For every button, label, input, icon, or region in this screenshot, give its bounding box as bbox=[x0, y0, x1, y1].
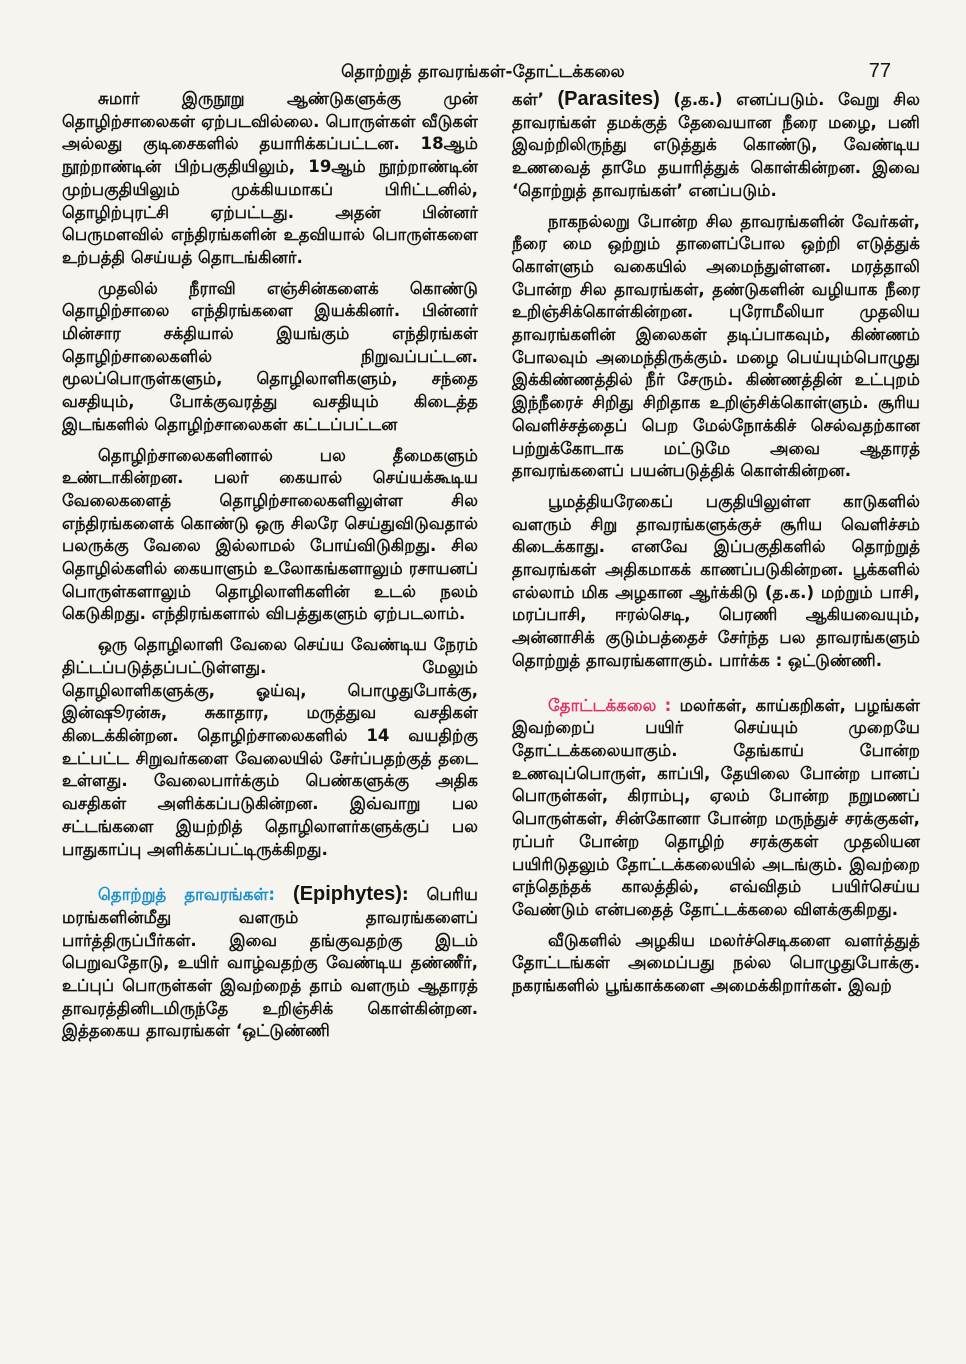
paragraph-epiphytes bbox=[62, 883, 478, 1043]
epiphytes-colon: : bbox=[401, 885, 409, 905]
paragraph-industry-history: சுமார் இருநூறு ஆண்டுகளுக்கு முன் தொழிற்சாலைகள் ஏற்படவில்லை. பொருள்கள் வீடுகள் அல்லது குடிசைகளில் தயாரிக்கப்பட்டன. 18ஆம் நூற்றாண்டின் பிற்பகுதியிலும், 19ஆம் நூற்றாண்டின் முற்பகுதியிலும் முக்கியமாகப் பிரிட்டனில், தொழிற்புரட்சி ஏற்பட்டது. அதன் பின்னர் பெருமளவில் எந்திரங்களின் உதவியால் பொருள்களை உற்பத்தி செய்யத் தொடங்கினர். bbox=[62, 89, 478, 267]
header-title: தொற்றுத் தாவரங்கள்-தோட்டக்கலை bbox=[341, 62, 625, 82]
epiphytes-heading: தொற்றுத் தாவரங்கள்: bbox=[98, 885, 294, 905]
epiphytes-body: பெரிய மரங்களின்மீது வளரும் தாவரங்களைப் பார்த்திருப்பீர்கள். இவை தங்குவதற்கு இடம் பெறுவதோடு, உயிர் வாழ்வதற்கு வேண்டிய தண்ணீர், உப்புப் பொருள்கள் இவற்றைத் தாம் வளரும் ஆதாரத் தாவரத்தினிடமிருந்தே உறிஞ்சிக் கொள்கின்றன. இத்தகைய தாவரங்கள் ‘ஒட்டுண்ணி bbox=[62, 885, 478, 1041]
parasites-latin-term: (Parasites) bbox=[557, 88, 660, 110]
paragraph-parasites-continued bbox=[512, 88, 920, 203]
left-column bbox=[62, 88, 478, 1051]
running-header bbox=[0, 62, 966, 86]
paragraph-factory-harms: தொழிற்சாலைகளினால் பல தீமைகளும் உண்டாகின்றன. பலர் கையால் செய்யக்கூடிய வேலைகளைத் தொழிற்சாலைகளிலுள்ள சில எந்திரங்களைக் கொண்டு ஒரு சிலரே செய்துவிடுவதால் பலருக்கு வேலை இல்லாமல் போய்விடுகிறது. சில தொழில்களில் கையாளும் உலோகங்களாலும் ரசாயனப் பொருள்களாலும் தொழிலாளிகளின் உடல் நலம் கெடுகிறது. எந்திரங்களால் விபத்துகளும் ஏற்படலாம். bbox=[62, 445, 478, 624]
page-number: 77 bbox=[868, 60, 891, 82]
right-column bbox=[512, 88, 920, 1006]
parasites-lead: கள்’ bbox=[512, 90, 558, 109]
paragraph-worker-welfare: ஒரு தொழிலாளி வேலை செய்ய வேண்டிய நேரம் திட்டப்படுத்தப்பட்டுள்ளது. மேலும் தொழிலாளிகளுக்கு, ஓய்வு, பொழுதுபோக்கு, இன்ஷூரன்சு, சுகாதார, மருத்துவ வசதிகள் கிடைக்கின்றன. தொழிற்சாலைகளில் 14 வயதிற்கு உட்பட்ட சிறுவர்களை வேலையில் சேர்ப்பதற்குத் தடை உள்ளது. வேலைபார்க்கும் பெண்களுக்கு அதிக வசதிகள் அளிக்கப்படுகின்றன. இவ்வாறு பல சட்டங்களை இயற்றித் தொழிலாளர்களுக்குப் பல பாதுகாப்பு அளிக்கப்பட்டிருக்கிறது. bbox=[62, 635, 478, 859]
paragraph-horticulture bbox=[512, 695, 920, 922]
horticulture-body: மலர்கள், காய்கறிகள், பழங்கள் இவற்றைப் பயிர் செய்யும் முறையே தோட்டக்கலையாகும். தேங்காய் போன்ற உணவுப்பொருள், காப்பி, தேயிலை போன்ற பானப் பொருள்கள், கிராம்பு, ஏலம் போன்ற நறுமணப் பொருள்கள், சின்கோனா போன்ற மருந்துச் சரக்குகள், ரப்பர் போன்ற தொழிற் சரக்குகள் முதலியன பயிரிடுதலும் தோட்டக்கலையில் அடங்கும். இவற்றை எந்தெந்தக் காலத்தில், எவ்விதம் பயிர்செய்ய வேண்டும் என்பதைத் தோட்டக்கலை விளக்குகிறது. bbox=[512, 695, 920, 919]
parasites-body: (த.க.) எனப்படும். வேறு சில தாவரங்கள் தமக்குத் தேவையான நீரை மழை, பனி இவற்றிலிருந்து எடுத்துக் கொண்டு, வேண்டிய உணவைத் தாமே தயாரித்துக் கொள்கின்றன. இவை ‘தொற்றுத் தாவரங்கள்’ எனப்படும். bbox=[512, 90, 920, 200]
horticulture-heading: தோட்டக்கலை : bbox=[548, 695, 680, 715]
paragraph-equatorial-forests: பூமத்தியரேகைப் பகுதியிலுள்ள காடுகளில் வளரும் சிறு தாவரங்களுக்குச் சூரிய வெளிச்சம் கிடைக்காது. எனவே இப்பகுதிகளில் தொற்றுத் தாவரங்கள் அதிகமாகக் காணப்படுகின்றன. பூக்களில் எல்லாம் மிக அழகான ஆர்க்கிடு (த.க.) மற்றும் பாசி, மரப்பாசி, ஈரல்செடி, பெரணி ஆகியவையும், அன்னாசிக் குடும்பத்தைச் சேர்ந்த பல தாவரங்களும் தொற்றுத் தாவரங்களாகும். பார்க்க : ஒட்டுண்ணி. bbox=[512, 491, 920, 670]
section-gap bbox=[62, 869, 478, 883]
paragraph-steam-engines: முதலில் நீராவி எஞ்சின்களைக் கொண்டு தொழிற்சாலை எந்திரங்களை இயக்கினர். பின்னர் மின்சார சக்தியால் இயங்கும் எந்திரங்கள் தொழிற்சாலைகளில் நிறுவப்பட்டன. மூலப்பொருள்களும், தொழிலாளிகளும், சந்தை வசதியும், போக்குவரத்து வசதியும் கிடைத்த இடங்களில் தொழிற்சாலைகள் கட்டப்பட்டன bbox=[62, 278, 478, 434]
section-gap bbox=[512, 681, 920, 695]
epiphytes-latin-term: (Epiphytes) bbox=[293, 883, 402, 906]
paragraph-water-absorption: நாகநல்லறு போன்ற சில தாவரங்களின் வேர்கள், நீரை மை ஒற்றும் தாளைப்போல ஒற்றி எடுத்துக் கொள்ளும் வகையில் அமைந்துள்ளன. மரத்தாலி போன்ற சில தாவரங்கள், தண்டுகளின் வழியாக நீரை உறிஞ்சிக்கொள்கின்றன. புரோமீலியா முதலிய தாவரங்களின் இலைகள் தடிப்பாகவும், கிண்ணம் போலவும் அமைந்திருக்கும். மழை பெய்யும்பொழுது இக்கிண்ணத்தில் நீர் சேரும். கிண்ணத்தின் உட்புறம் இந்நீரைச் சிறிது சிறிதாக உறிஞ்சிக்கொள்ளும். சூரிய வெளிச்சத்தைப் பெற மேல்நோக்கிச் செல்வதற்கான பற்றுக்கோடாக மட்டுமே அவை ஆதாரத் தாவரங்களைப் பயன்படுத்திக் கொள்கின்றன. bbox=[512, 211, 920, 481]
paragraph-home-gardens: வீடுகளில் அழகிய மலர்ச்செடிகளை வளர்த்துத் தோட்டங்கள் அமைப்பது நல்ல பொழுதுபோக்கு. நகரங்களில் பூங்காக்களை அமைக்கிறார்கள். இவற் bbox=[512, 930, 920, 996]
